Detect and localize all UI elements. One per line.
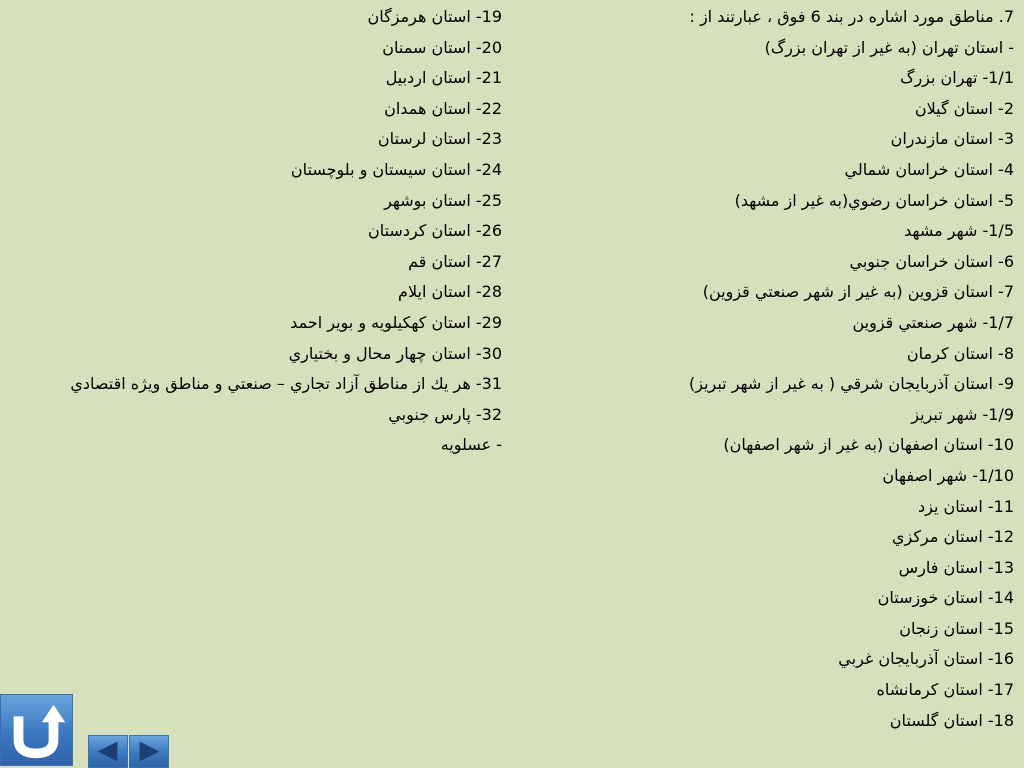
list-item: 30- استان چهار محال و بختياري xyxy=(288,343,502,363)
list-item: 16- استان آذربايجان غربي xyxy=(838,649,1014,669)
list-item: 1/9- شهر تبريز xyxy=(911,404,1014,424)
left-column-list xyxy=(2,2,502,461)
list-item: 7- استان قزوين (به غير از شهر صنعتي قزوين) xyxy=(702,282,1014,302)
list-item: 27- استان قم xyxy=(408,251,502,271)
list-item: 11- استان يزد xyxy=(917,496,1014,516)
list-item: 2- استان گيلان xyxy=(914,98,1014,118)
list-item: 5- استان خراسان رضوي(به غير از مشهد) xyxy=(734,190,1014,210)
list-item: 7. مناطق مورد اشاره در بند 6 فوق ، عبارتند از : xyxy=(689,7,1014,26)
list-item: 29- استان كهكيلويه و بوير احمد xyxy=(290,312,502,332)
triangle-left-icon xyxy=(89,736,127,767)
list-item: 19- استان هرمزگان xyxy=(367,7,502,26)
list-item: 4- استان خراسان شمالي xyxy=(844,159,1014,179)
next-button[interactable] xyxy=(129,735,169,768)
list-item: 32- پارس جنوبي xyxy=(388,404,502,424)
list-item: 22- استان همدان xyxy=(384,98,502,118)
list-item: - عسلويه xyxy=(440,435,502,455)
list-item: 8- استان كرمان xyxy=(906,343,1014,363)
previous-button[interactable] xyxy=(88,735,128,768)
list-item: 23- استان لرستان xyxy=(377,129,502,149)
triangle-right-icon xyxy=(130,736,168,767)
list-item: 1/7- شهر صنعتي قزوين xyxy=(852,312,1014,332)
list-item: 24- استان سيستان و بلوچستان xyxy=(290,159,502,179)
list-item: 9- استان آذربايجان شرقي ( به غير از شهر تبريز) xyxy=(689,374,1014,394)
list-item: 26- استان كردستان xyxy=(367,221,502,241)
list-item: - استان تهران (به غير از تهران بزرگ) xyxy=(764,37,1014,57)
right-column-list xyxy=(524,2,1014,736)
list-item: 28- استان ايلام xyxy=(398,282,502,302)
list-item: 14- استان خوزستان xyxy=(877,588,1014,608)
home-button[interactable] xyxy=(0,694,73,766)
return-arrow-icon xyxy=(1,695,72,765)
list-item: 1/5- شهر مشهد xyxy=(904,221,1014,241)
list-item: 31- هر يك از مناطق آزاد تجاري – صنعتي و مناطق ويژه اقتصادي xyxy=(70,374,502,394)
list-item: 10- استان اصفهان (به غير از شهر اصفهان) xyxy=(723,435,1014,455)
list-item: 3- استان مازندران xyxy=(890,129,1014,149)
list-item: 21- استان اردبيل xyxy=(385,68,502,88)
list-item: 25- استان بوشهر xyxy=(384,190,502,210)
list-item: 12- استان مركزي xyxy=(892,527,1014,547)
list-item: 1/10- شهر اصفهان xyxy=(882,465,1014,485)
list-item: 1/1- تهران بزرگ xyxy=(900,68,1014,88)
list-item: 17- استان كرمانشاه xyxy=(876,680,1014,700)
list-item: 20- استان سمنان xyxy=(382,37,502,57)
list-item: 6- استان خراسان جنوبي xyxy=(849,251,1014,271)
list-item: 13- استان فارس xyxy=(898,557,1014,577)
list-item: 15- استان زنجان xyxy=(899,618,1014,638)
list-item: 18- استان گلستان xyxy=(889,710,1014,730)
